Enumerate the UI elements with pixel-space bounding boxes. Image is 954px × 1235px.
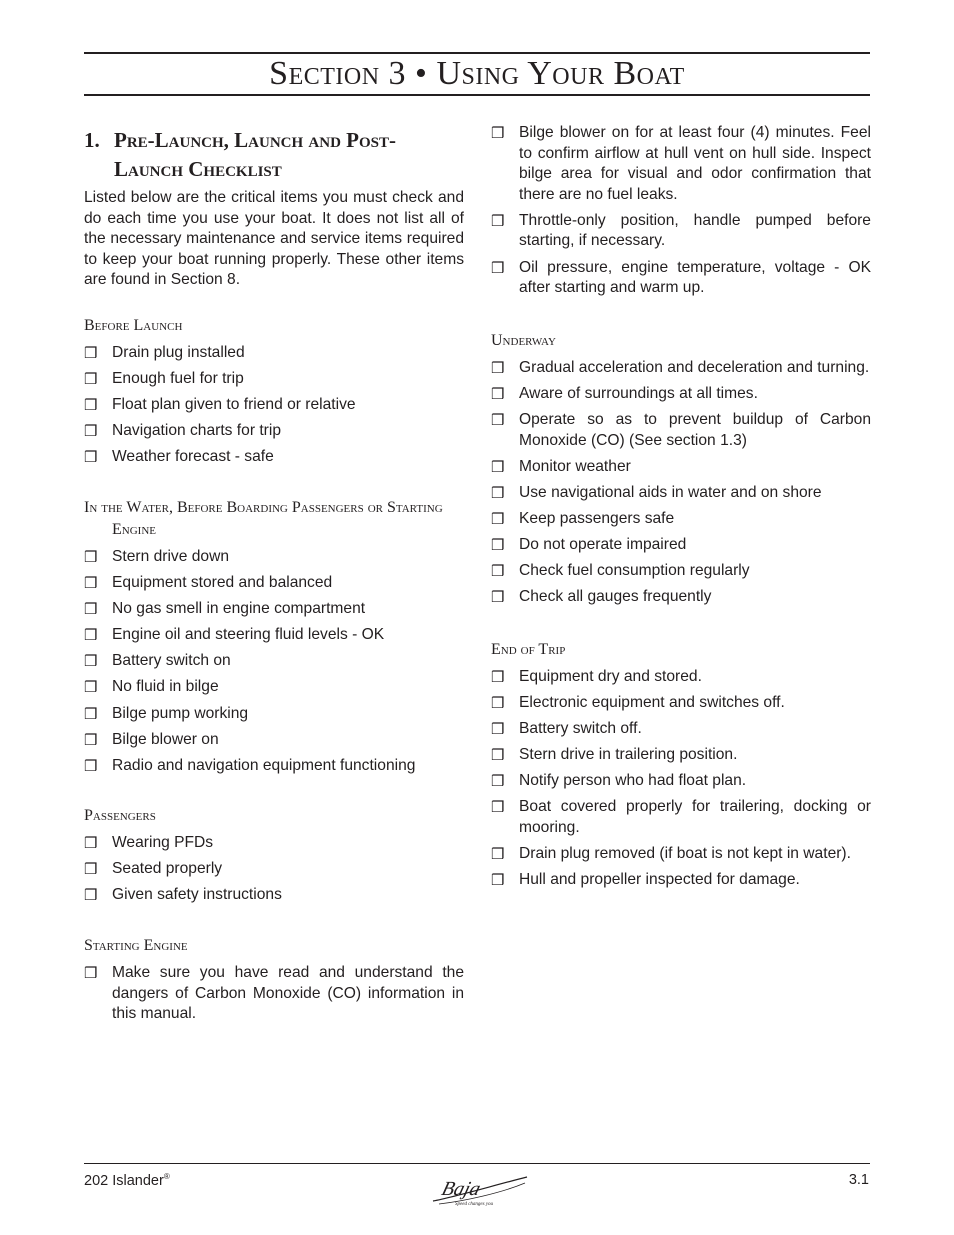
checklist-item — [84, 343, 464, 364]
baja-logo-icon — [425, 1171, 533, 1207]
checkbox-icon: ❒ — [491, 773, 505, 791]
checklist-item — [84, 859, 464, 880]
checklist-item-text: Battery switch on — [112, 652, 231, 670]
checklist-item-text: Drain plug installed — [112, 343, 245, 361]
checklist-item — [84, 573, 464, 594]
checklist-item — [84, 651, 464, 672]
checklist-item-text: Oil pressure, engine temperature, voltage - OK after starting and warm up. — [519, 258, 871, 297]
checklist-item — [491, 211, 871, 252]
underway-list — [491, 358, 871, 608]
checklist-item-text: Stern drive down — [112, 547, 230, 565]
passengers-heading: Passengers — [84, 807, 156, 825]
checkbox-icon: ❒ — [84, 835, 98, 853]
checklist-item — [491, 384, 871, 405]
checkbox-icon: ❒ — [491, 799, 505, 817]
before-launch-heading: Before Launch — [84, 316, 183, 334]
checkbox-icon: ❒ — [491, 510, 505, 528]
checkbox-icon: ❒ — [84, 965, 98, 983]
checklist-item-text: Electronic equipment and switches off. — [519, 693, 785, 711]
checkbox-icon: ❒ — [491, 589, 505, 607]
checkbox-icon: ❒ — [84, 757, 98, 775]
checklist-item-text: Bilge pump working — [112, 704, 249, 722]
checklist-item-text: Equipment stored and balanced — [112, 574, 333, 592]
checklist-item-text: Stern drive in trailering position. — [519, 745, 738, 763]
intro-paragraph: Listed below are the critical items you must check and do each time you use your boat. It does not list all of the necessary maintenance and service items required to keep your boat running properly. These other items are found in Section 8. — [84, 189, 464, 289]
checkbox-icon: ❒ — [491, 458, 505, 476]
checkbox-icon: ❒ — [491, 720, 505, 738]
checklist-item — [491, 410, 871, 451]
checklist-item-text: Engine oil and steering fluid levels - OK — [112, 626, 385, 644]
checkbox-icon: ❒ — [84, 575, 98, 593]
checklist-item — [491, 123, 871, 205]
starting-engine-list-a — [84, 963, 464, 1025]
registered-mark: ® — [163, 1172, 170, 1181]
checklist-item-text: No gas smell in engine compartment — [112, 600, 366, 618]
checkbox-icon: ❒ — [491, 484, 505, 502]
checkbox-icon: ❒ — [84, 397, 98, 415]
checklist-item — [84, 421, 464, 442]
checklist-item-text: Float plan given to friend or relative — [112, 396, 356, 414]
checkbox-icon: ❒ — [491, 385, 505, 403]
checklist-item-text: Aware of surroundings at all times. — [519, 384, 758, 402]
checklist-item-text: Weather forecast - safe — [112, 448, 274, 466]
checklist-item-text: No fluid in bilge — [112, 678, 219, 696]
checkbox-icon: ❒ — [491, 871, 505, 889]
checklist-item-text: Battery switch off. — [519, 719, 642, 737]
checklist-item — [84, 677, 464, 698]
page-title: Section 3 • Using Your Boat — [269, 55, 685, 92]
checklist-item — [84, 833, 464, 854]
checklist-item — [491, 797, 871, 838]
footer-model — [84, 1172, 170, 1189]
in-water-list — [84, 547, 464, 776]
checklist-item — [84, 756, 464, 777]
checklist-item-text: Gradual acceleration and deceleration and turning. — [519, 358, 870, 376]
checkbox-icon: ❒ — [84, 371, 98, 389]
checklist-item — [491, 693, 871, 714]
checklist-item-text: Keep passengers safe — [519, 509, 675, 527]
checkbox-icon: ❒ — [491, 694, 505, 712]
checklist-item-text: Make sure you have read and understand the dangers of Carbon Monoxide (CO) information in this manual. — [112, 964, 464, 1023]
checkbox-icon: ❒ — [84, 679, 98, 697]
checklist-item-text: Radio and navigation equipment functioning — [112, 756, 416, 774]
starting-engine-heading: Starting Engine — [84, 937, 188, 955]
checklist-item-text: Do not operate impaired — [519, 535, 687, 553]
end-of-trip-heading: End of Trip — [491, 640, 566, 658]
in-water-heading: In the Water, Before Boarding Passengers or Starting Engine — [84, 498, 443, 538]
checklist-item-text: Hull and propeller inspected for damage. — [519, 870, 800, 888]
checklist-item — [491, 667, 871, 688]
checklist-item — [491, 844, 871, 865]
page-number: 3.1 — [848, 1172, 869, 1188]
passengers-list — [84, 833, 464, 906]
checklist-item-text: Navigation charts for trip — [112, 422, 282, 440]
left-column — [84, 120, 464, 1030]
checkbox-icon: ❒ — [491, 259, 505, 277]
checklist-item — [491, 719, 871, 740]
checklist-item — [491, 358, 871, 379]
checklist-item-text: Equipment dry and stored. — [519, 667, 702, 685]
checklist-item — [84, 730, 464, 751]
checklist-item — [491, 745, 871, 766]
checklist-item-text: Throttle-only position, handle pumped before starting, if necessary. — [519, 211, 871, 250]
right-column — [491, 123, 871, 896]
checklist-item-text: Check fuel consumption regularly — [519, 562, 750, 579]
checkbox-icon: ❒ — [491, 359, 505, 377]
footer-divider — [84, 1163, 870, 1164]
end-of-trip-list — [491, 667, 871, 891]
checkbox-icon: ❒ — [84, 731, 98, 749]
checklist-item-text: Enough fuel for trip — [112, 370, 244, 388]
section-heading — [84, 126, 464, 184]
checkbox-icon: ❒ — [84, 423, 98, 441]
checklist-item — [491, 561, 871, 582]
checklist-item-text: Drain plug removed (if boat is not kept in water). — [519, 844, 851, 862]
checklist-item-text: Wearing PFDs — [112, 834, 214, 852]
checklist-item — [491, 870, 871, 891]
checklist-item — [84, 369, 464, 390]
before-launch-list — [84, 343, 464, 468]
checklist-item-text: Notify person who had float plan. — [519, 772, 747, 790]
starting-engine-list-b — [491, 123, 871, 299]
logo-wordmark: Baja — [439, 1178, 483, 1200]
underway-heading: Underway — [491, 331, 556, 349]
checklist-item-text: Monitor weather — [519, 457, 631, 475]
checkbox-icon: ❒ — [84, 548, 98, 566]
checklist-item — [84, 704, 464, 725]
checkbox-icon: ❒ — [84, 627, 98, 645]
checkbox-icon: ❒ — [491, 563, 505, 580]
checklist-item-text: Bilge blower on — [112, 730, 219, 748]
model-name: 202 Islander — [84, 1172, 164, 1189]
checklist-item-text: Seated properly — [112, 860, 223, 878]
checkbox-icon: ❒ — [84, 449, 98, 467]
checkbox-icon: ❒ — [84, 861, 98, 879]
checkbox-icon: ❒ — [491, 746, 505, 764]
checkbox-icon: ❒ — [491, 536, 505, 554]
checklist-item — [84, 599, 464, 620]
section-title: Pre-Launch, Launch and Post-Launch Checklist — [114, 128, 396, 181]
checklist-item — [84, 963, 464, 1025]
checkbox-icon: ❒ — [84, 653, 98, 671]
checkbox-icon: ❒ — [491, 125, 505, 142]
checklist-item — [491, 258, 871, 299]
checkbox-icon: ❒ — [491, 845, 505, 863]
checklist-item — [491, 587, 871, 608]
checklist-item — [491, 483, 871, 504]
checklist-item — [491, 771, 871, 792]
section-number: 1. — [84, 128, 100, 152]
checkbox-icon: ❒ — [84, 601, 98, 619]
checklist-item — [84, 625, 464, 646]
checkbox-icon: ❒ — [84, 705, 98, 723]
checklist-item-text: Use navigational aids in water and on shore — [519, 483, 822, 501]
checklist-item — [491, 457, 871, 478]
checkbox-icon: ❒ — [491, 668, 505, 686]
checklist-item — [491, 509, 871, 530]
page-header — [84, 52, 870, 96]
checklist-item-text: Boat covered properly for trailering, docking or mooring. — [519, 798, 871, 836]
checkbox-icon: ❒ — [491, 212, 505, 230]
checklist-item — [84, 447, 464, 468]
checklist-item — [84, 885, 464, 906]
checklist-item-text: Bilge blower on for at least four (4) minutes. Feel to confirm airflow at hull vent on hull side. Inspect bilge area for visual and odor confirmation that there are no fuel leaks. — [519, 124, 871, 203]
checklist-item — [84, 547, 464, 568]
checkbox-icon: ❒ — [491, 411, 505, 429]
logo-tagline: Speed changes you — [455, 1202, 494, 1207]
checklist-item-text: Operate so as to prevent buildup of Carbon Monoxide (CO) (See section 1.3) — [519, 410, 871, 449]
checkbox-icon: ❒ — [84, 887, 98, 905]
checklist-item-text: Check all gauges frequently — [519, 588, 712, 606]
checkbox-icon: ❒ — [84, 344, 98, 362]
checklist-item-text: Given safety instructions — [112, 886, 282, 904]
checklist-item — [491, 535, 871, 556]
checklist-item — [84, 395, 464, 416]
